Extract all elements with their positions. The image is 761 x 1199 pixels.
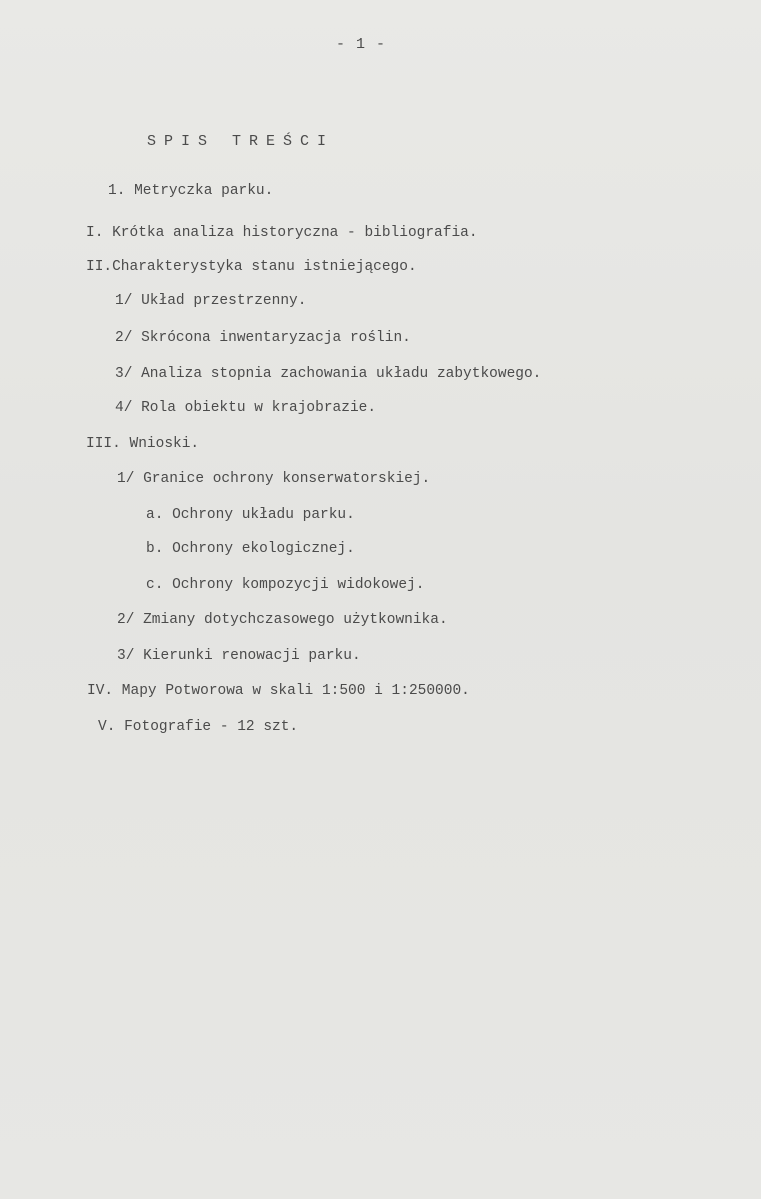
toc-entry-metryczka: 1. Metryczka parku. bbox=[108, 183, 274, 199]
toc-entry-II-3: 3/ Analiza stopnia zachowania układu zabytkowego. bbox=[115, 366, 542, 382]
page-number: - 1 - bbox=[336, 36, 387, 53]
toc-entry-III-1c: c. Ochrony kompozycji widokowej. bbox=[146, 577, 425, 593]
toc-entry-V: V. Fotografie - 12 szt. bbox=[98, 719, 299, 735]
toc-title: SPIS TREŚCI bbox=[147, 133, 335, 150]
toc-entry-III-2: 2/ Zmiany dotychczasowego użytkownika. bbox=[117, 612, 448, 628]
toc-entry-II-1: 1/ Układ przestrzenny. bbox=[115, 293, 307, 309]
toc-entry-II: II.Charakterystyka stanu istniejącego. bbox=[86, 259, 417, 275]
toc-entry-III-3: 3/ Kierunki renowacji parku. bbox=[117, 648, 361, 664]
toc-entry-III-1b: b. Ochrony ekologicznej. bbox=[146, 541, 355, 557]
toc-entry-III: III. Wnioski. bbox=[86, 436, 200, 452]
toc-entry-III-1: 1/ Granice ochrony konserwatorskiej. bbox=[117, 471, 431, 487]
toc-entry-II-2: 2/ Skrócona inwentaryzacja roślin. bbox=[115, 330, 411, 346]
toc-entry-I: I. Krótka analiza historyczna - bibliografia. bbox=[86, 225, 478, 241]
toc-entry-III-1a: a. Ochrony układu parku. bbox=[146, 507, 355, 523]
toc-entry-II-4: 4/ Rola obiektu w krajobrazie. bbox=[115, 400, 377, 416]
toc-entry-IV: IV. Mapy Potworowa w skali 1:500 i 1:250000. bbox=[87, 683, 470, 699]
